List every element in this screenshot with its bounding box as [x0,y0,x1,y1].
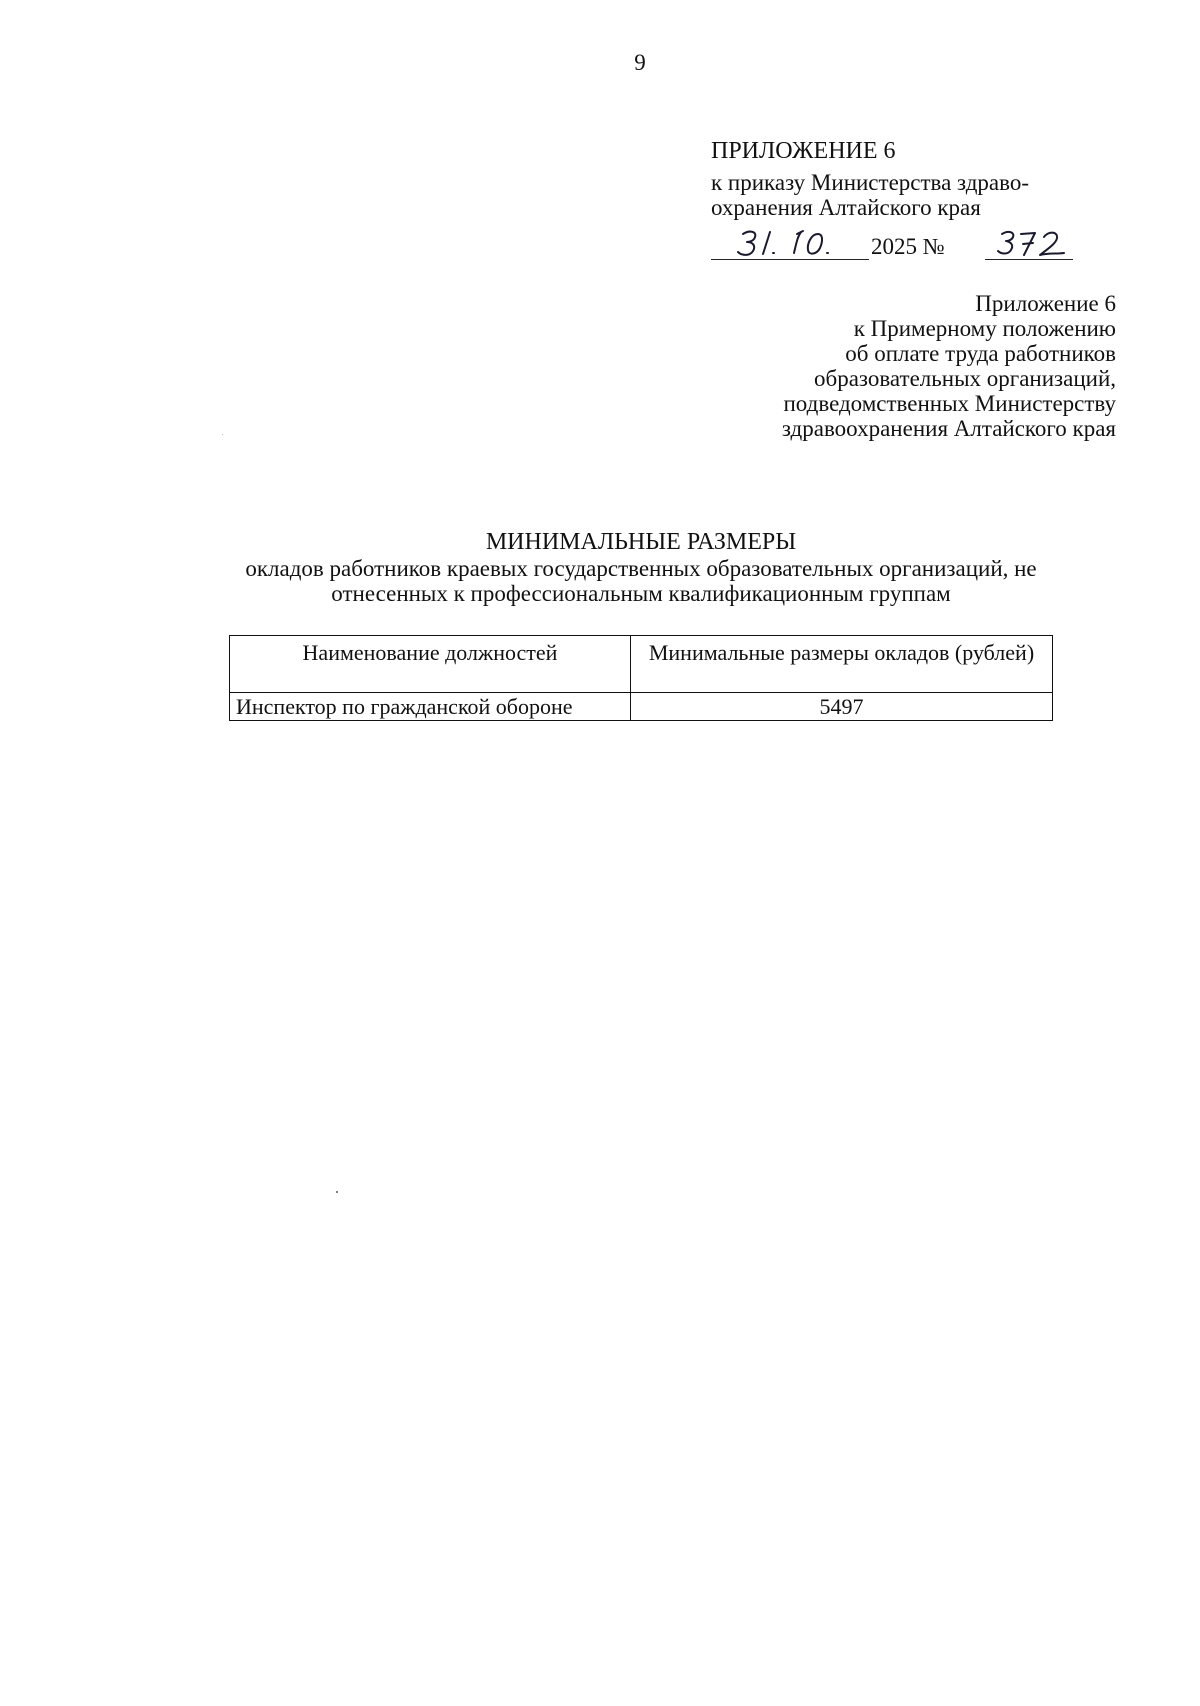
reference-line: подведомственных Министерству [783,391,1116,416]
appendix-order-line-2: охранения Алтайского края [711,195,981,220]
scan-speck [222,434,223,435]
document-title: МИНИМАЛЬНЫЕ РАЗМЕРЫ [485,529,797,555]
number-underline [985,259,1073,260]
order-year-label: 2025 № [871,234,945,259]
appendix-order-line-1: к приказу Министерства здраво- [711,170,1029,195]
appendix-title: ПРИЛОЖЕНИЕ 6 [711,138,896,164]
document-subtitle [170,556,1112,606]
header-minimum-salary: Минимальные размеры окладов (рублей) [631,636,1053,693]
table-row [230,693,1053,721]
reference-line: образовательных организаций, [814,366,1116,391]
subtitle-line-2: отнесенных к профессиональным квалификационным группам [331,581,951,606]
page-number: 9 [634,50,646,75]
order-date-line [711,226,1111,262]
reference-line: здравоохранения Алтайского края [781,416,1116,441]
reference-line: Приложение 6 [975,291,1116,316]
cell-minimum-salary: 5497 [631,693,1053,721]
reference-line: об оплате труда работников [845,341,1116,366]
cell-position-name: Инспектор по гражданской обороне [230,693,631,721]
handwritten-order-number [988,226,1078,260]
table-header-row [230,636,1053,693]
header-position-name: Наименование должностей [230,636,631,693]
subtitle-line-1: окладов работников краевых государственных образовательных организаций, не [245,556,1037,581]
salary-table [229,635,1053,721]
reference-line: к Примерному положению [853,316,1116,341]
handwritten-date [715,226,865,260]
appendix-block [711,139,1111,262]
reference-block [656,291,1116,441]
scan-speck [336,1191,338,1193]
date-underline [711,259,869,260]
